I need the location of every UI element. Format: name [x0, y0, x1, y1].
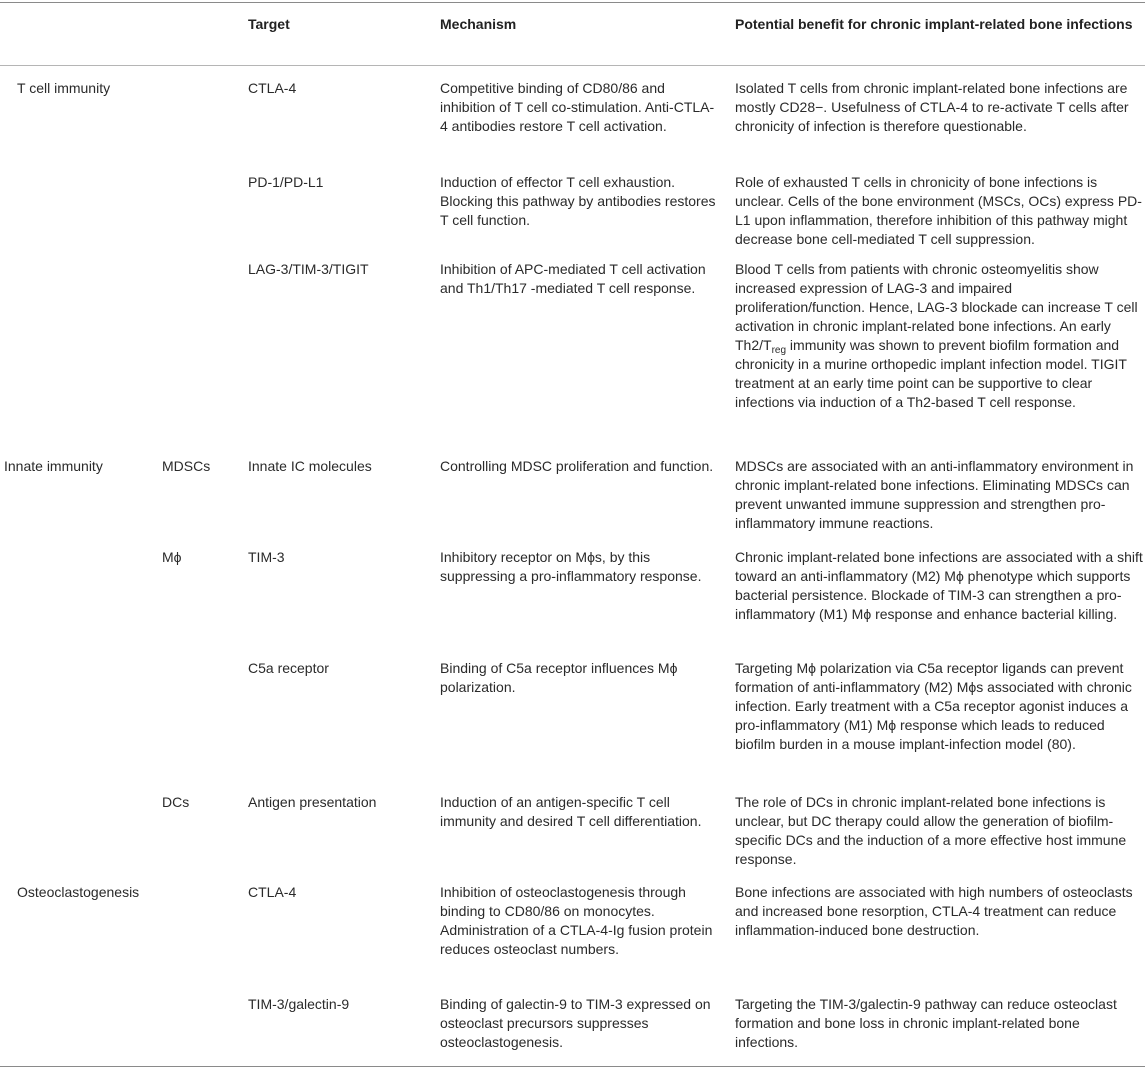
mechanism-cell: Inhibitory receptor on Mϕs, by this suppressing a pro-inflammatory response. — [440, 549, 702, 584]
benefit-cell: Targeting the TIM-3/galectin-9 pathway can reduce osteoclast formation and bone loss in chronic implant-related bone infections. — [735, 996, 1117, 1050]
benefit-text-part: immunity was shown to prevent biofilm formation and chronicity in a murine orthopedic implant infection model. TIGIT treatment at an early time point can be supportive to clear infections via induction of a Th2-based T cell response. — [735, 337, 1127, 410]
mechanism-cell: Controlling MDSC proliferation and function. — [440, 458, 714, 474]
benefit-cell — [735, 260, 1145, 412]
benefit-cell: Isolated T cells from chronic implant-related bone infections are mostly CD28−. Usefulness of CTLA-4 to re-activate T cells after chronicity of infection is therefore questionable. — [735, 80, 1129, 134]
benefit-cell: MDSCs are associated with an anti-inflammatory environment in chronic implant-related bone infections. Eliminating MDSCs can prevent unwanted immune suppression and strengthen pro-inflammatory immune reactions. — [735, 458, 1134, 531]
subcategory-cell: Mϕ — [162, 549, 182, 565]
target-cell: CTLA-4 — [248, 80, 297, 96]
header-target: Target — [248, 16, 290, 32]
benefit-cell: The role of DCs in chronic implant-related bone infections is unclear, but DC therapy could allow the generation of biofilm-specific DCs and the induction of a more effective host immune response. — [735, 794, 1127, 867]
subcategory-cell: MDSCs — [162, 458, 211, 474]
header-benefit: Potential benefit for chronic implant-related bone infections — [735, 16, 1133, 32]
mechanism-cell: Competitive binding of CD80/86 and inhibition of T cell co-stimulation. Anti-CTLA-4 antibodies restore T cell activation. — [440, 80, 715, 134]
header-rule — [0, 65, 1145, 66]
benefit-cell: Chronic implant-related bone infections are associated with a shift toward an anti-inflammatory (M2) Mϕ phenotype which supports bacterial persistence. Blockade of TIM-3 can strengthen a pro-inflammatory (M1) Mϕ response and enhance bacterial killing. — [735, 549, 1143, 622]
benefit-cell: Targeting Mϕ polarization via C5a receptor ligands can prevent formation of anti-inflammatory (M2) Mϕs associated with chronic infection. Early treatment with a C5a receptor agonist induces a pro-inflammatory (M1) Mϕ response which leads to reduced biofilm burden in a mouse implant-infection model (80). — [735, 660, 1132, 752]
target-cell: CTLA-4 — [248, 884, 297, 900]
category-cell: T cell immunity — [17, 80, 111, 96]
benefit-text-part: Blood T cells from patients with chronic osteomyelitis show increased expression of LAG-3 and impaired proliferation/function. Hence, LAG-3 blockade can increase T cell activation in chronic implant-related bone infections. An early Th2/T — [735, 261, 1138, 353]
target-cell: Innate IC molecules — [248, 458, 372, 474]
target-cell: Antigen presentation — [248, 794, 377, 810]
target-cell: LAG-3/TIM-3/TIGIT — [248, 261, 369, 277]
category-cell: Osteoclastogenesis — [17, 884, 140, 900]
mechanism-cell: Binding of galectin-9 to TIM-3 expressed on osteoclast precursors suppresses osteoclastogenesis. — [440, 996, 711, 1050]
mechanism-cell: Binding of C5a receptor influences Mϕ polarization. — [440, 660, 678, 695]
mechanism-cell: Inhibition of APC-mediated T cell activation and Th1/Th17 -mediated T cell response. — [440, 261, 706, 296]
table-bottom-rule — [0, 1066, 1145, 1067]
mechanism-cell: Induction of effector T cell exhaustion. Blocking this pathway by antibodies restores T cell function. — [440, 174, 716, 228]
header-mechanism: Mechanism — [440, 16, 517, 32]
subcategory-cell: DCs — [162, 794, 190, 810]
category-cell: Innate immunity — [4, 458, 103, 474]
target-cell: PD-1/PD-L1 — [248, 174, 324, 190]
mechanism-cell: Induction of an antigen-specific T cell immunity and desired T cell differentiation. — [440, 794, 702, 829]
table-top-rule — [0, 2, 1145, 3]
target-cell: C5a receptor — [248, 660, 329, 676]
benefit-cell: Role of exhausted T cells in chronicity of bone infections is unclear. Cells of the bone environment (MSCs, OCs) express PD-L1 upon inflammation, therefore inhibition of this pathway might decrease bone cell-mediated T cell suppression. — [735, 174, 1142, 247]
mechanism-cell: Inhibition of osteoclastogenesis through binding to CD80/86 on monocytes. Administration of a CTLA-4-Ig fusion protein reduces osteoclast numbers. — [440, 884, 713, 957]
target-cell: TIM-3/galectin-9 — [248, 996, 350, 1012]
treg-subscript: reg — [771, 345, 787, 356]
target-cell: TIM-3 — [248, 549, 285, 565]
benefit-cell: Bone infections are associated with high numbers of osteoclasts and increased bone resorption, CTLA-4 treatment can reduce inflammation-induced bone destruction. — [735, 884, 1133, 938]
